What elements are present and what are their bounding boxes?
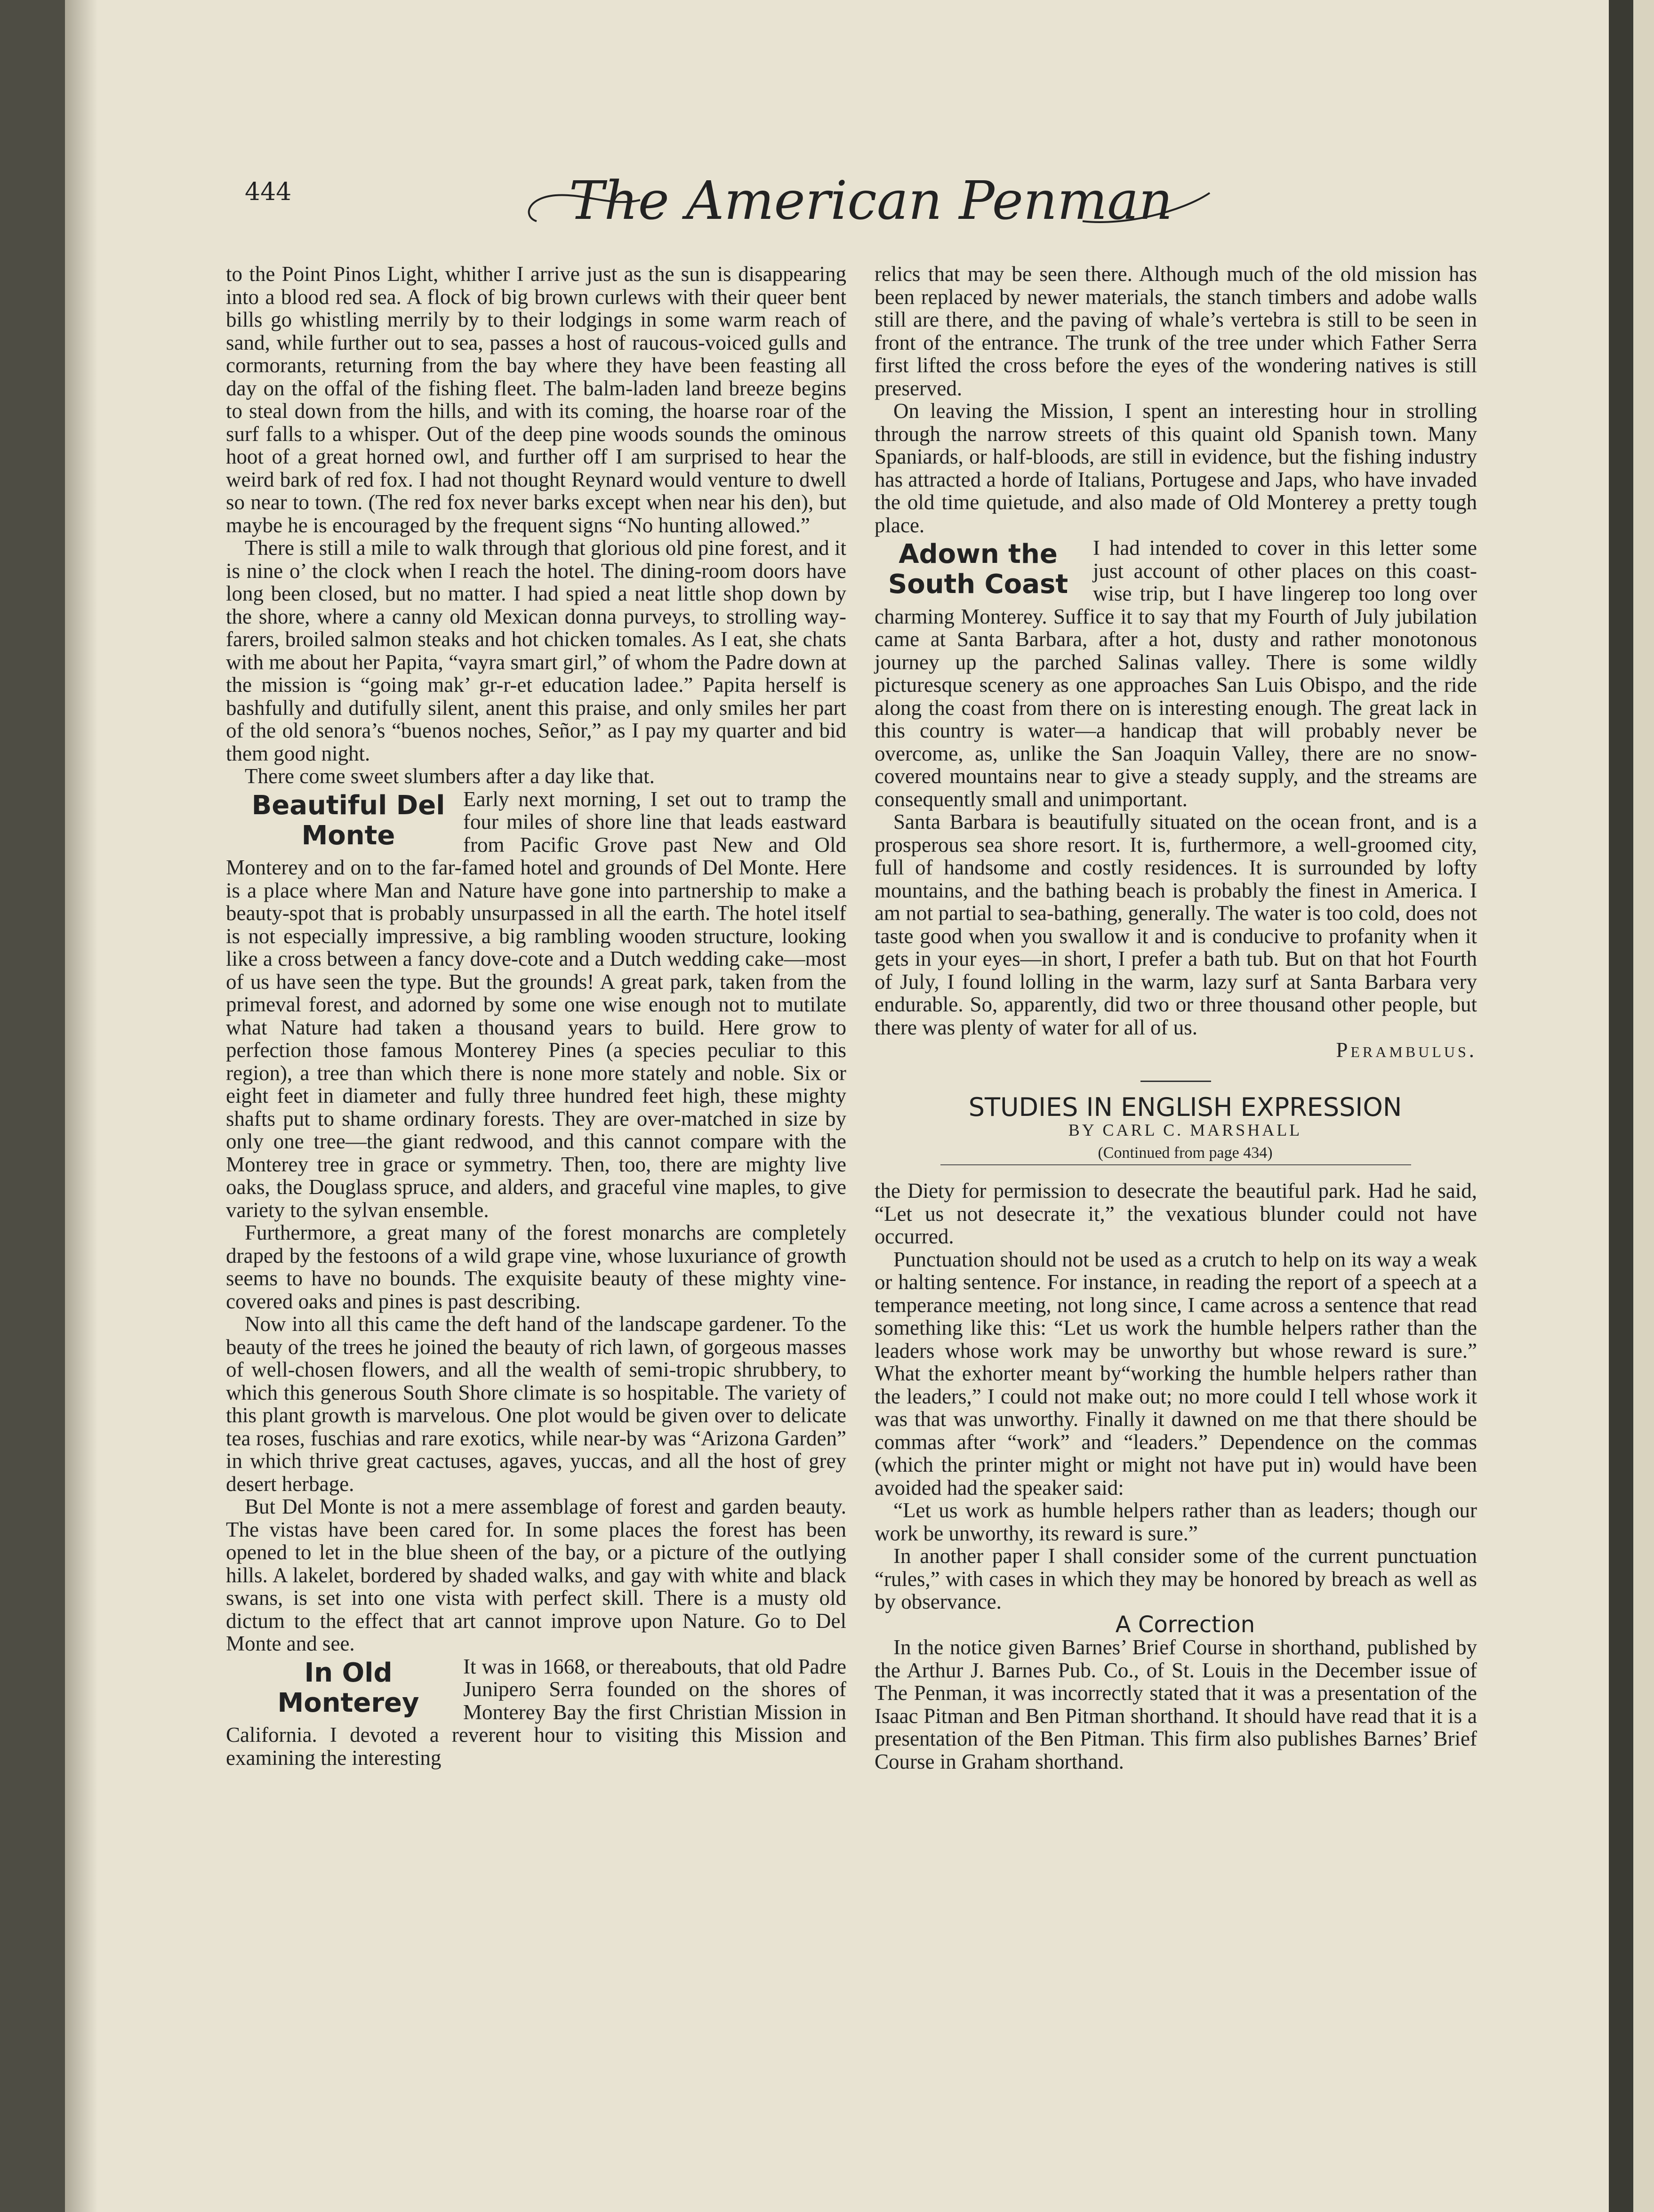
masthead-logo bbox=[518, 155, 1224, 249]
paragraph: Santa Barbara is beautifully situated on the ocean front, and is a prosperous sea shore resort. It is, furthermore, a well-groomed city, full of handsome and costly residences. It is surrounded by lofty mountains, and the bathing beach is probably the finest in America. I am not partial to sea-bathing, generally. The water is too cold, does not taste good when you swallow it and is conducive to profanity when it gets in your eyes—in short, I prefer a bath tub. But on that hot Fourth of July, I found lolling in the warm, lazy surf at Santa Barbara very endurable. So, apparently, did two or three thousand other people, but there was plenty of water for all of us. bbox=[875, 810, 1477, 1039]
page-number: 444 bbox=[245, 178, 292, 206]
paragraph: to the Point Pinos Light, whither I arrive just as the sun is disappearing into a blood red sea. A flock of big brown curlews with their queer bent bills go whistling merrily by to their lodgings in some warm reach of sand, while further out to sea, passes a host of raucous-voiced gulls and cormorants, returning from the bay where they have been feasting all day on the offal of the fishing fleet. The balm-laden land breeze begins to steal down from the hills, and with its coming, the hoarse roar of the surf falls to a whisper. Out of the deep pine woods sounds the ominous hoot of a great horned owl, and further off I am surprised to hear the weird bark of red fox. I had not thought Reynard would venture to dwell so near to town. (The red fox never barks except when near his den), but maybe he is encouraged by the frequent signs “No hunting allowed.” bbox=[226, 262, 846, 537]
continued-note: (Continued from page 434) bbox=[1098, 1144, 1273, 1162]
paragraph: relics that may be seen there. Although much of the old mission has been replaced by newer materials, the stanch timbers and adobe walls still are there, and the paving of whale’s vertebra is still to be seen in front of the entrance. The trunk of the tree under which Father Serra first lifted the cross before the eyes of the wondering natives is still preserved. bbox=[875, 262, 1477, 400]
correction-title: A Correction bbox=[1115, 1611, 1255, 1638]
masthead-text: The American Penman bbox=[569, 170, 1173, 232]
subheading-in-old-monterey: In Old Monterey bbox=[277, 1657, 419, 1718]
subheading-adown-the-south-coast: Adown the South Coast bbox=[888, 539, 1068, 600]
paragraph: There is still a mile to walk through that glorious old pine forest, and it is nine o’ the clock when I reach the hotel. The dining-room doors have long been closed, but no matter. I had spied a neat little shop down by the shore, where a canny old Mexican donna purveys, to strolling way-farers, broiled salmon steaks and hot chicken tomales. As I eat, she chats with me about her Papita, “vayra smart girl,” of whom the Padre down at the mission is “going mak’ gr-r-et education ladee.” Papita herself is bashfully and dutifully silent, anent this praise, and only smiles her part of the old senora’s “buenos noches, Señor,” as I pay my quarter and bid them good night. bbox=[226, 536, 846, 765]
right-column-top bbox=[875, 263, 1477, 1773]
paragraph: Furthermore, a great many of the forest monarchs are completely draped by the festoons of a wild grape vine, whose luxuriance of growth seems to have no bounds. The exquisite beauty of these mighty vine-covered oaks and pines is past describing. bbox=[226, 1221, 846, 1313]
paragraph: But Del Monte is not a mere assemblage of forest and garden beauty. The vistas have been cared for. In some places the forest has been opened to let in the blue sheen of the bay, or a picture of the outlying hills. A lakelet, bordered by shaded walks, and gay with white and black swans, is set into one vista with perfect skill. There is a musty old dictum to the effect that art cannot improve upon Nature. Go to Del Monte and see. bbox=[226, 1495, 846, 1655]
divider bbox=[1140, 1081, 1211, 1082]
next-page-strip bbox=[1633, 0, 1654, 2212]
section-title: STUDIES IN ENGLISH EXPRESSION bbox=[968, 1092, 1402, 1122]
paragraph: It was in 1668, or thereabouts, that old Padre Junipero Serra founded on the shores of Monterey Bay the first Christian Mission in California. I devoted a reverent hour to visiting this Mission and examining the interesting bbox=[226, 1654, 846, 1770]
gutter-shadow bbox=[65, 0, 98, 2212]
divider bbox=[940, 1164, 1411, 1165]
paragraph: Punctuation should not be used as a crutch to help on its way a weak or halting sentence. For instance, in reading the report of a speech at a temperance meeting, not long since, I came across a sentence that read something like this: “Let us work the humble helpers rather than the leaders whose work may be unworthy but whose reward is sure.” What the exhorter meant by“working the humble helpers rather than the leaders,” I could not make out; no more could I tell whose work it was that was unworthy. Finally it dawned on me that there should be commas after “work” and “leaders.” Dependence on the commas (which the printer might or might not have put in) would have been avoided had the speaker said: bbox=[875, 1247, 1477, 1499]
paragraph: In the notice given Barnes’ Brief Course in shorthand, published by the Arthur J. Barnes Pub. Co., of St. Louis in the December issue of The Penman, it was incorrectly stated that it was a presentation of the Isaac Pitman and Ben Pitman shorthand. It should have read that it is a presentation of the Ben Pitman. This firm also publishes Barnes’ Brief Course in Graham shorthand. bbox=[875, 1635, 1477, 1773]
paragraph: I had intended to cover in this letter some just account of other places on this coast-wise trip, but I have lingerep too long over charming Monterey. Suffice it to say that my Fourth of July jubilation came at Santa Barbara, after a hot, dusty and rather monotonous journey up the parched Salinas valley. There is some wildly picturesque scenery as one approaches San Luis Obispo, and the ride along the coast from there on is interesting enough. The great lack in this country is water—a handicap that will probably never be overcome, as, unlike the San Joaquin Valley, there are no snow-covered mountains near to give a steady supply, and the streams are consequently small and unimportant. bbox=[875, 536, 1477, 811]
left-column bbox=[226, 263, 846, 1769]
byline: BY CARL C. MARSHALL bbox=[1068, 1121, 1302, 1139]
paragraph: Early next morning, I set out to tramp the four miles of shore line that leads eastward from Pacific Grove past New and Old Monterey and on to the far-famed hotel and grounds of Del Monte. Here is a place where Man and Nature have gone into partnership to make a beauty-spot that is probably unsurpassed in all the earth. The hotel itself is not especially impressive, a big rambling wooden structure, looking like a cross between a fancy dove-cote and a Dutch wedding cake—most of us have seen the type. But the grounds! A great park, taken from the primeval forest, and adorned by some one wise enough not to mutilate what Nature had taken a thousand years to build. Here grow to perfection those famous Monterey Pines (a species peculiar to this region), a tree than which there is none more stately and noble. Six or eight feet in diameter and fully three hundred feet high, these mighty shafts put to shame ordinary forests. They are over-matched in size by only one tree—the giant redwood, and this cannot compare with the Monterey tree in grace or symmetry. Then, too, there are mighty live oaks, the Douglass spruce, and alders, and graceful vine maples, to give variety to the sylvan ensemble. bbox=[226, 787, 846, 1222]
paragraph: On leaving the Mission, I spent an interesting hour in strolling through the narrow streets of this quaint old Spanish town. Many Spaniards, or half-bloods, are still in evidence, but the fishing industry has attracted a horde of Italians, Portugese and Japs, who have invaded the old time quietude, and also made of Old Monterey a pretty tough place. bbox=[875, 399, 1477, 537]
paragraph: In another paper I shall consider some of the current punctuation “rules,” with cases in which they may be honored by breach as well as by observance. bbox=[875, 1544, 1477, 1613]
paragraph: the Diety for permission to desecrate the beautiful park. Had he said, “Let us not desecrate it,” the vexatious blunder could not have occurred. bbox=[875, 1179, 1477, 1248]
subheading-beautiful-del-monte: Beautiful Del Monte bbox=[251, 790, 445, 851]
paragraph: Now into all this came the deft hand of the landscape gardener. To the beauty of the trees he joined the beauty of rich lawn, of gorgeous masses of well-chosen flowers, and all the wealth of semi-tropic shrubbery, to which this generous South Shore climate is so hospitable. The variety of this plant growth is marvelous. One plot would be given over to delicate tea roses, fuschias and rare exotics, while near-by was “Arizona Garden” in which thrive great cactuses, agaves, yuccas, and all the host of grey desert herbage. bbox=[226, 1312, 846, 1496]
paragraph: “Let us work as humble helpers rather than as leaders; though our work be unworthy, its reward is sure.” bbox=[875, 1499, 1477, 1545]
signature: Perambulus. bbox=[1336, 1038, 1477, 1062]
paragraph: There come sweet slumbers after a day like that. bbox=[245, 764, 655, 788]
